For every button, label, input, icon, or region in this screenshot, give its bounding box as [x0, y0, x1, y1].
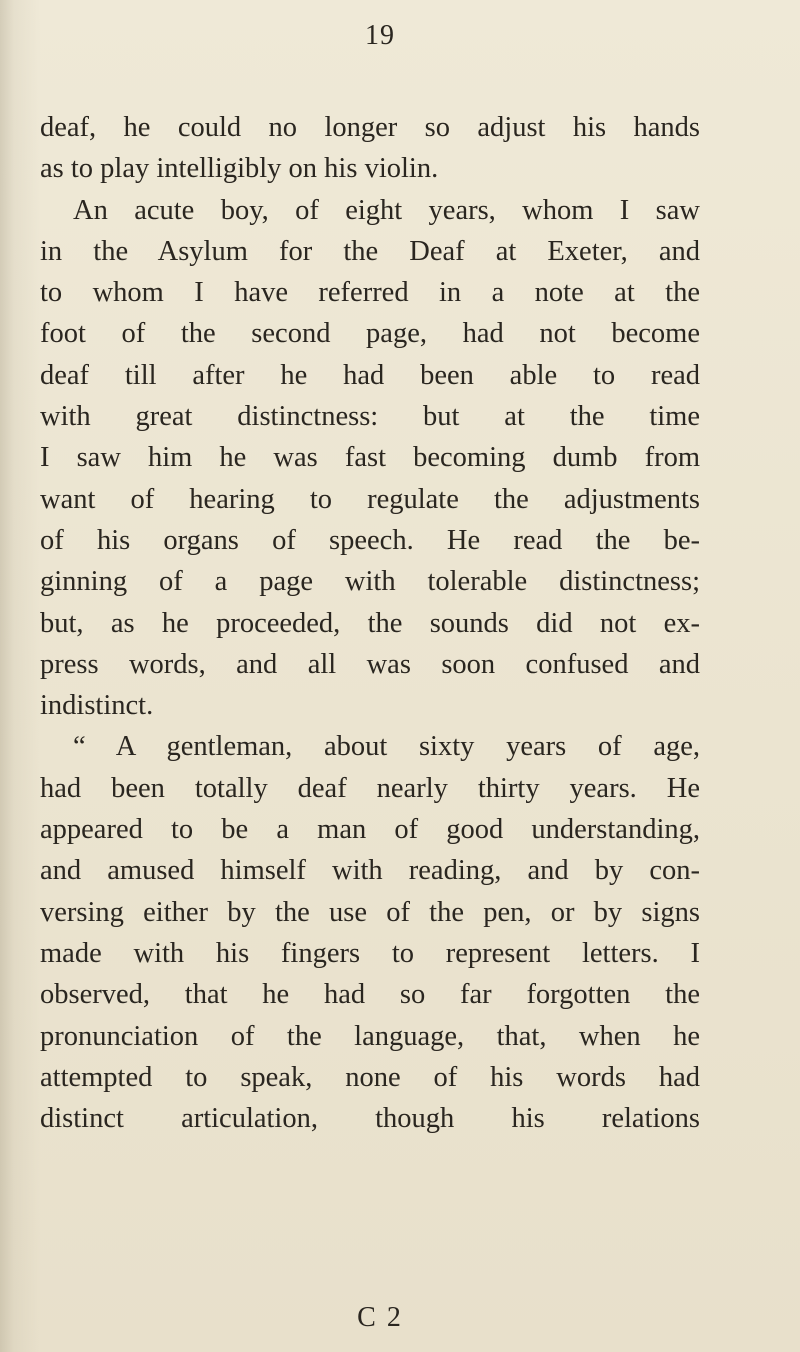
text-line: but, as he proceeded, the sounds did not ex- — [40, 607, 700, 639]
text-line: “ A gentleman, about sixty years of age, — [73, 731, 700, 763]
text-line: deaf, he could no longer so adjust his hands — [40, 112, 700, 143]
text-line: ginning of a page with tolerable distinctness; — [40, 566, 700, 598]
text-line: I saw him he was fast becoming dumb from — [40, 442, 700, 474]
text-line: versing either by the use of the pen, or by signs — [40, 896, 700, 928]
text-line: as to play intelligibly on his violin. — [40, 153, 439, 185]
text-line: with great distinctness: but at the time — [40, 401, 700, 433]
text-line: appeared to be a man of good understanding, — [40, 814, 700, 846]
text-line: of his organs of speech. He read the be- — [40, 524, 700, 556]
text-line: distinct articulation, though his relations — [40, 1103, 700, 1135]
text-line: An acute boy, of eight years, whom I saw — [73, 194, 700, 226]
signature-mark: C 2 — [357, 1302, 403, 1333]
text-line: observed, that he had so far forgotten the — [40, 979, 700, 1011]
text-line: and amused himself with reading, and by con- — [40, 855, 700, 887]
text-line: want of hearing to regulate the adjustments — [40, 483, 700, 515]
text-line: made with his fingers to represent letters. I — [40, 937, 700, 969]
text-line: in the Asylum for the Deaf at Exeter, and — [40, 235, 700, 267]
text-line: press words, and all was soon confused and — [40, 648, 700, 680]
text-line: had been totally deaf nearly thirty years. He — [40, 772, 700, 804]
text-line: foot of the second page, had not become — [40, 318, 700, 350]
page-number: 19 — [365, 20, 395, 51]
text-line: pronunciation of the language, that, when he — [40, 1020, 700, 1052]
text-line: attempted to speak, none of his words had — [40, 1061, 700, 1093]
text-line: indistinct. — [40, 690, 154, 722]
text-line: deaf till after he had been able to read — [40, 359, 700, 391]
text-line: to whom I have referred in a note at the — [40, 277, 700, 309]
page-body-text — [40, 107, 700, 1139]
